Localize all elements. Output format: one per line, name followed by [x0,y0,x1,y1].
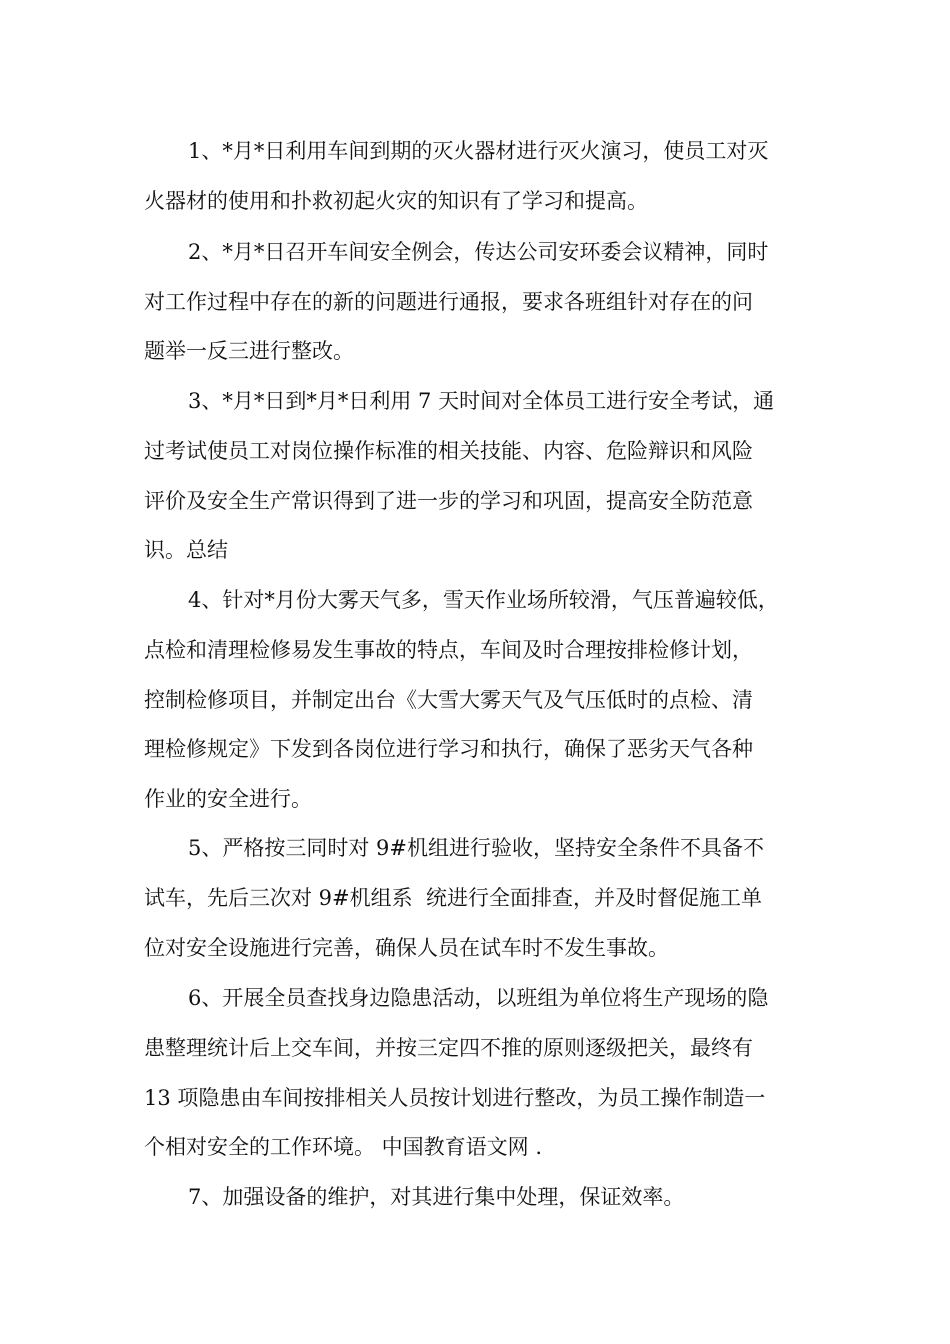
paragraph-6-line-3: 13 项隐患由车间按排相关人员按计划进行整改，为员工操作制造一 [144,1086,766,1110]
paragraph-5-line-3: 位对安全设施进行完善，确保人员在试车时不发生事故。 [144,936,669,960]
paragraph-1-line-2: 火器材的使用和扑救初起火灾的知识有了学习和提高。 [144,189,648,213]
paragraph-5-line-2: 试车，先后三次对 9#机组系 统进行全面排查，并及时督促施工单 [144,886,762,910]
paragraph-2-line-1: 2、*月*日召开车间安全例会，传达公司安环委会议精神，同时 [188,240,769,264]
paragraph-6-line-2: 患整理统计后上交车间，并按三定四不推的原则逐级把关，最终有 [144,1036,753,1060]
paragraph-6-line-4: 个相对安全的工作环境。 中国教育语文网 . [144,1135,543,1159]
paragraph-4-line-5: 作业的安全进行。 [144,787,312,811]
paragraph-3-line-1: 3、*月*日到*月*日利用 7 天时间对全体员工进行安全考试，通 [188,389,775,413]
paragraph-3-line-4: 识。总结 [144,538,228,562]
paragraph-3-line-3: 评价及安全生产常识得到了进一步的学习和巩固，提高安全防范意 [144,489,753,513]
paragraph-4-line-1: 4、针对*月份大雾天气多，雪天作业场所较滑，气压普遍较低， [188,588,779,612]
paragraph-6-line-1: 6、开展全员查找身边隐患活动，以班组为单位将生产现场的隐 [188,986,769,1010]
paragraph-4-line-3: 控制检修项目，并制定出台《大雪大雾天气及气压低时的点检、清 [144,688,753,712]
paragraph-4-line-4: 理检修规定》下发到各岗位进行学习和执行，确保了恶劣天气各种 [144,737,753,761]
paragraph-7-line-1: 7、加强设备的维护，对其进行集中处理，保证效率。 [188,1185,685,1209]
paragraph-3-line-2: 过考试使员工对岗位操作标准的相关技能、内容、危险辩识和风险 [144,439,753,463]
paragraph-2-line-3: 题举一反三进行整改。 [144,339,354,363]
paragraph-5-line-1: 5、严格按三同时对 9#机组进行验收，坚持安全条件不具备不 [188,836,764,860]
paragraph-4-line-2: 点检和清理检修易发生事故的特点，车间及时合理按排检修计划， [144,638,753,662]
paragraph-1-line-1: 1、*月*日利用车间到期的灭火器材进行灭火演习，使员工对灭 [188,139,769,163]
paragraph-2-line-2: 对工作过程中存在的新的问题进行通报，要求各班组针对存在的问 [144,290,753,314]
